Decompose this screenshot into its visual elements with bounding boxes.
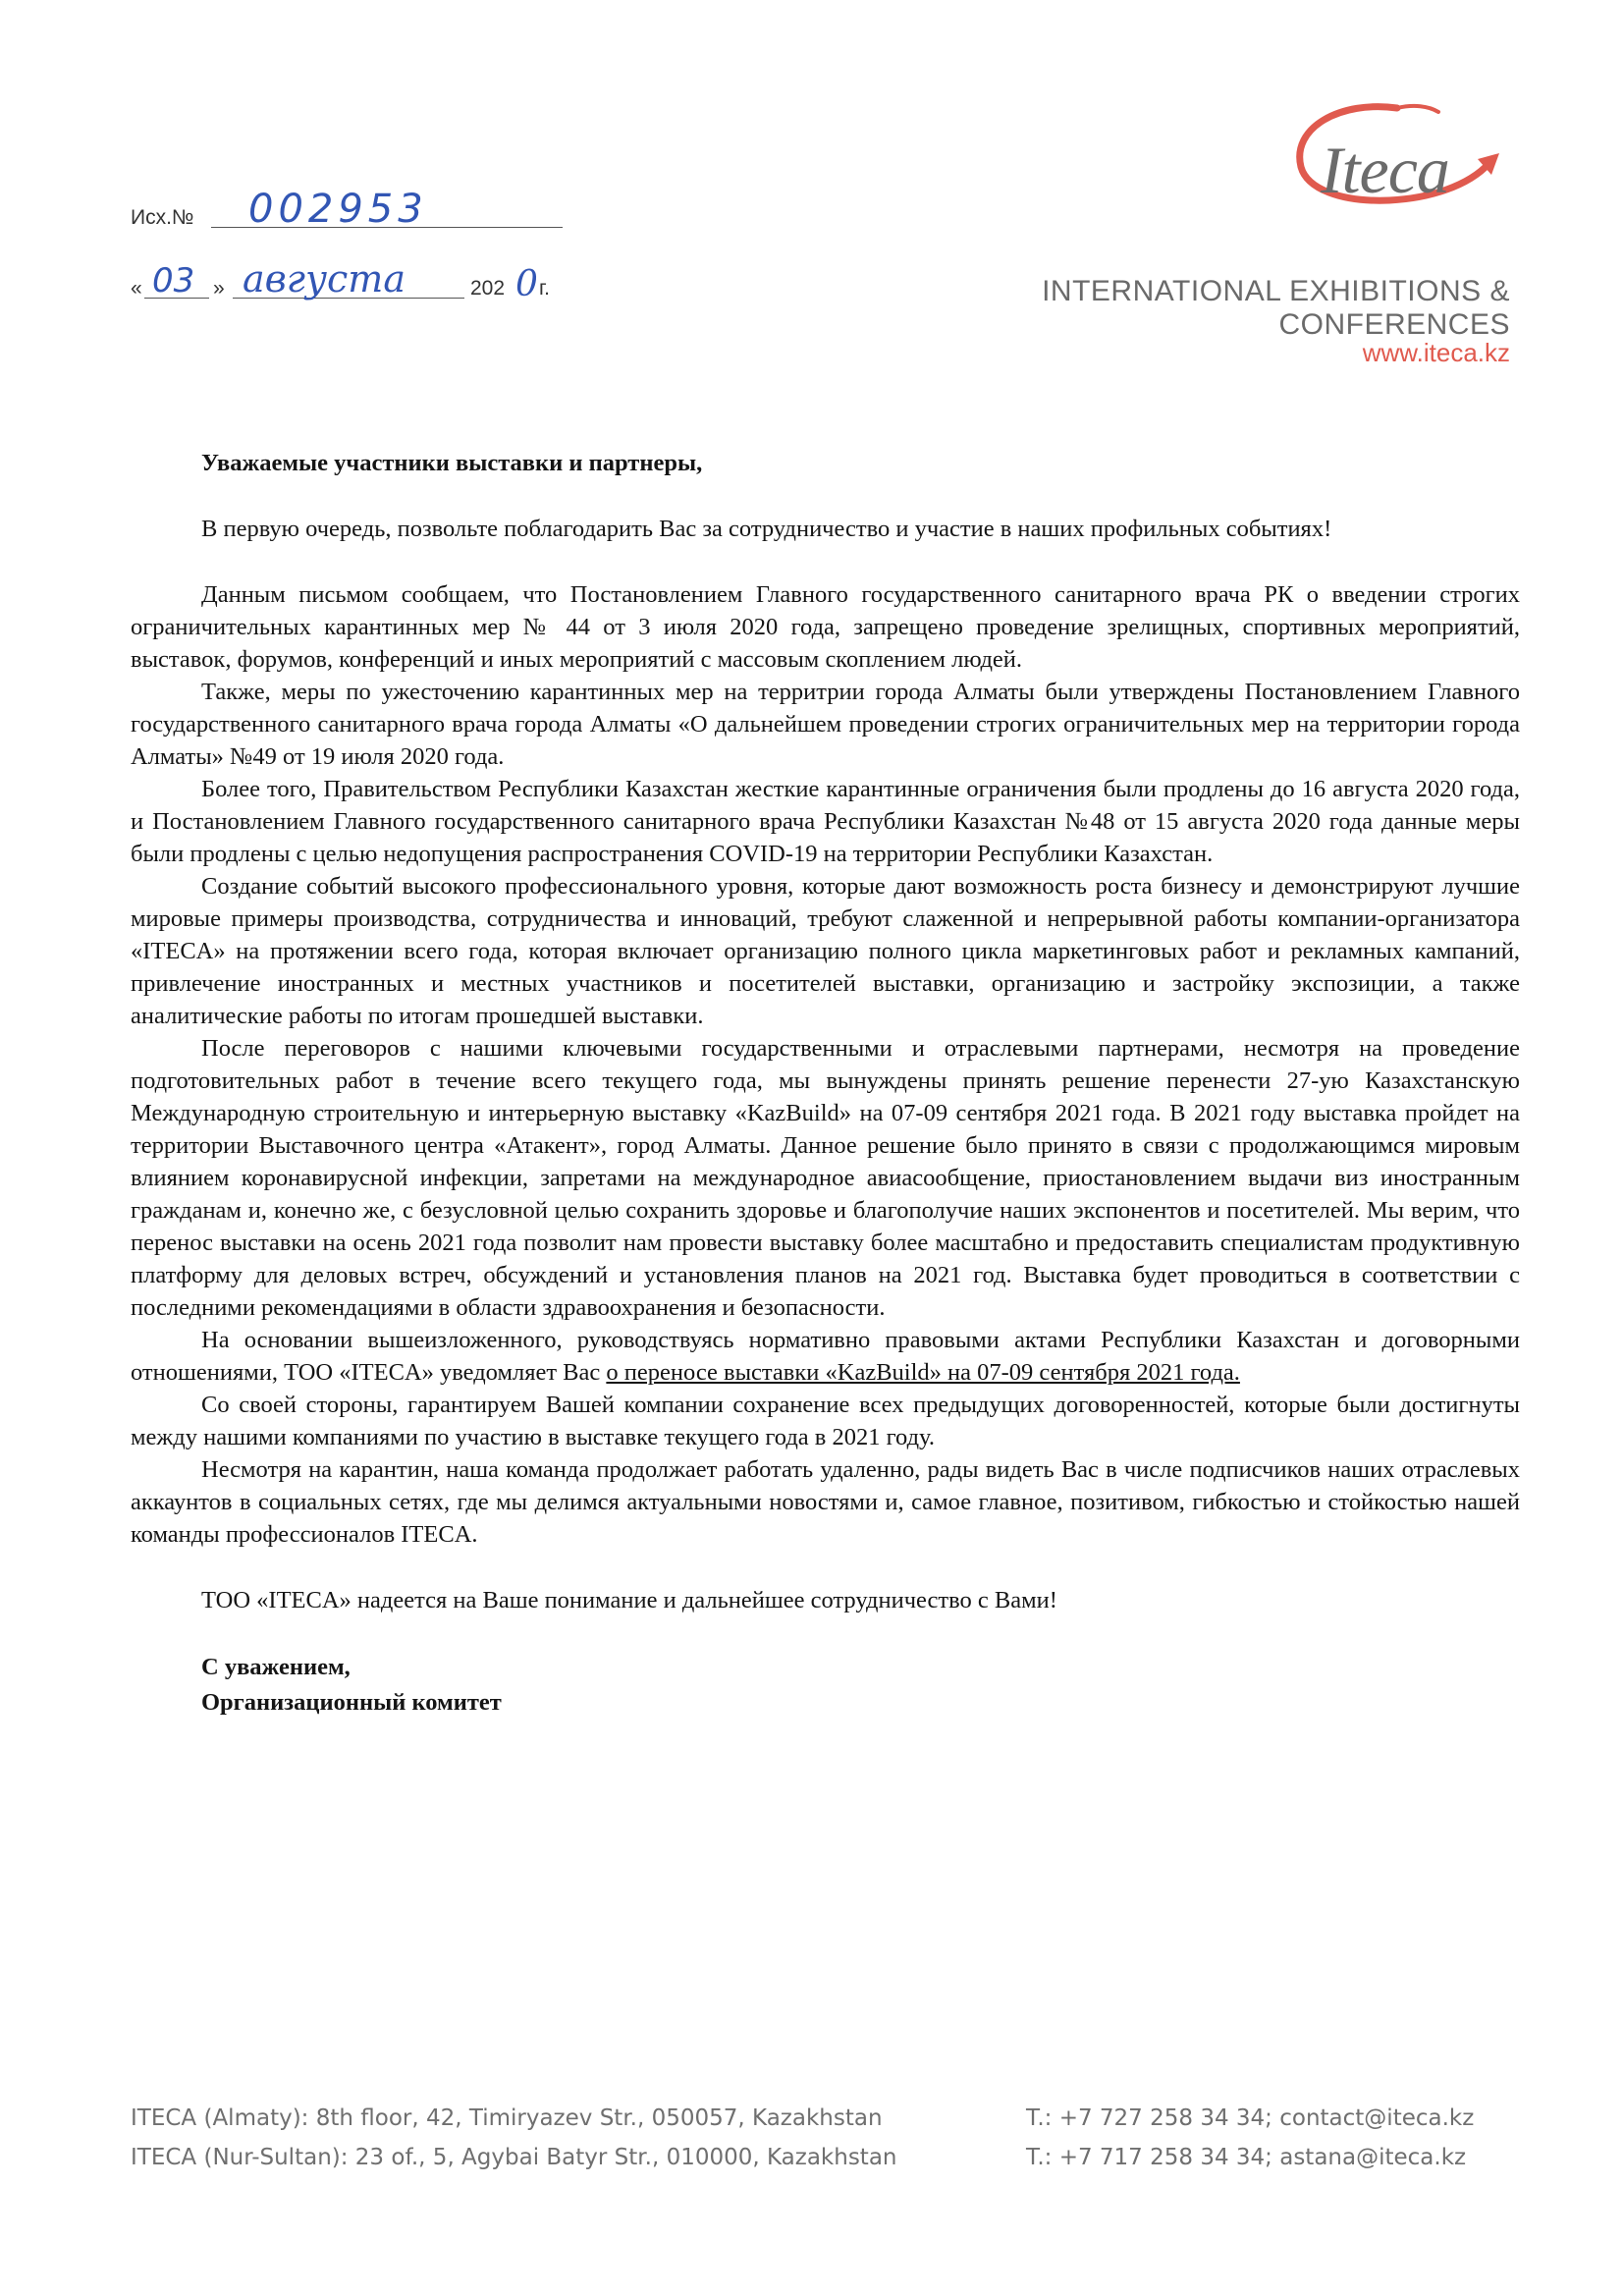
date-month-handwritten: августа: [243, 257, 406, 301]
outgoing-number-field: [131, 187, 563, 236]
date-open-quote: «: [131, 277, 142, 300]
footer-almaty-contact[interactable]: T.: +7 727 258 34 34; contact@iteca.kz: [1026, 2105, 1475, 2131]
footer-nursultan-address: ITECA (Nur-Sultan): 23 of., 5, Agybai Batyr Str., 010000, Kazakhstan: [131, 2145, 897, 2170]
footer-row-nursultan: [131, 2145, 1520, 2184]
company-website[interactable]: www.iteca.kz: [1362, 338, 1510, 367]
date-day-handwritten: 03: [152, 261, 195, 301]
date-year-handwritten: 0: [515, 264, 538, 304]
paragraph-decree-49: Также, меры по ужесточению карантинных мер на территрии города Алматы были утверждены Постановлением Главного государственного санитарного врача города Алматы «О дальнейшем проведении строгих ограничительных мер на территории города Алматы» №49 от 19 июля 2020 года.: [131, 679, 1520, 770]
paragraph-organizer-work: Создание событий высокого профессионального уровня, которые дают возможность роста бизнесу и демонстрируют лучшие мировые примеры производства, сотрудничества и инноваций, требуют слаженной и непрерывной работы компании-организатора «ITECA» на протяжении всего года, которая включает организацию полного цикла маркетинговых работ и рекламных кампаний, привлечение иностранных и местных участников и посетителей выставки, организацию и застройку экспозиции, а также аналитические работы по итогам прошедшей выставки.: [131, 873, 1520, 1029]
company-tagline: INTERNATIONAL EXHIBITIONS & CONFERENCES: [1042, 275, 1510, 341]
closing-regards: С уважением,: [201, 1654, 351, 1680]
paragraph-hope: ТОО «ITECA» надеется на Ваше понимание и дальнейшее сотрудничество с Вами!: [201, 1587, 1057, 1613]
paragraph-thanks: В первую очередь, позвольте поблагодарить Вас за сотрудничество и участие в наших профильных событиях!: [201, 516, 1332, 542]
iteca-logo: [1281, 98, 1507, 226]
paragraph-postponement: После переговоров с нашими ключевыми государственными и отраслевыми партнерами, несмотря на проведение подготовительных работ в течение всего текущего года, мы вынуждены принять решение перенести 27-ую Казахстанскую Международную строительную и интерьерную выставку «KazBuild» на 07-09 сентября 2021 года. В 2021 году выставка пройдет на территории Выставочного центра «Атакент», город Алматы. Данное решение было принято в связи с продолжающимся мировым влиянием коронавирусной инфекции, запретами на международное авиасообщение, приостановлением выдачи виз иностранным гражданам и, конечно же, с безусловной целью сохранить здоровье и благополучие наших экспонентов и посетителей. Мы верим, что перенос выставки на осень 2021 года позволит нам провести выставку более масштабно и предоставить специалистам продуктивную платформу для деловых встреч, обсуждений и установления планов на 2021 год. Выставка будет проводиться в соответствии с последними рекомендациями в области здравоохранения и безопасности.: [131, 1035, 1520, 1321]
letter-date-field: [131, 257, 563, 306]
paragraph-decree-44: Данным письмом сообщаем, что Постановлением Главного государственного санитарного врача РК о введении строгих ограничительных карантинных мер № 44 от 3 июля 2020 года, запрещено проведение зрелищных, спортивных мероприятий, выставок, форумов, конференций и иных мероприятий с массовым скоплением людей.: [131, 581, 1520, 673]
date-year-printed: 202: [470, 277, 506, 300]
paragraph-guarantee: Со своей стороны, гарантируем Вашей компании сохранение всех предыдущих договоренностей, которые были достигнуты между нашими компаниями по участию в выставке текущего года в 2021 году.: [131, 1392, 1520, 1450]
date-year-suffix: г.: [539, 277, 550, 300]
footer-almaty-address: ITECA (Almaty): 8th floor, 42, Timiryazev Str., 050057, Kazakhstan: [131, 2105, 883, 2131]
notification-text: На основании вышеизложенного, руководствуясь нормативно правовыми актами Республики Казахстан и договорными отношениями, ТОО «ITECA» уведомляет Вас: [131, 1327, 1520, 1386]
paragraph-extension: Более того, Правительством Республики Казахстан жесткие карантинные ограничения были продлены до 16 августа 2020 года, и Постановлением Главного государственного санитарного врача Республики Казахстан №48 от 15 августа 2020 года данные меры были продлены с целью недопущения распространения COVID-19 на территории Республики Казахстан.: [131, 776, 1520, 867]
date-close-quote: »: [213, 277, 225, 300]
footer-row-almaty: [131, 2105, 1520, 2145]
footer-nursultan-contact[interactable]: T.: +7 717 258 34 34; astana@iteca.kz: [1026, 2145, 1467, 2170]
logo-wordmark: Iteca: [1321, 133, 1449, 207]
letter-body: [131, 447, 1520, 1721]
outgoing-number-handwritten: 002953: [248, 187, 428, 232]
paragraph-social: Несмотря на карантин, наша команда продолжает работать удаленно, рады видеть Вас в числе подписчиков наших отраслевых аккаунтов в социальных сетях, где мы делимся актуальными новостями и, самое главное, позитивом, гибкостью и стойкостью нашей команды профессионалов ITECA.: [131, 1456, 1520, 1548]
salutation: Уважаемые участники выставки и партнеры,: [201, 450, 703, 476]
paragraph-notification: [131, 1324, 1520, 1389]
closing-signatory: Организационный комитет: [201, 1689, 502, 1716]
outgoing-number-label: Исх.№: [131, 206, 194, 229]
notification-underlined: о переносе выставки «KazBuild» на 07-09 сентября 2021 года.: [606, 1359, 1240, 1386]
letter-footer: [131, 2105, 1520, 2184]
